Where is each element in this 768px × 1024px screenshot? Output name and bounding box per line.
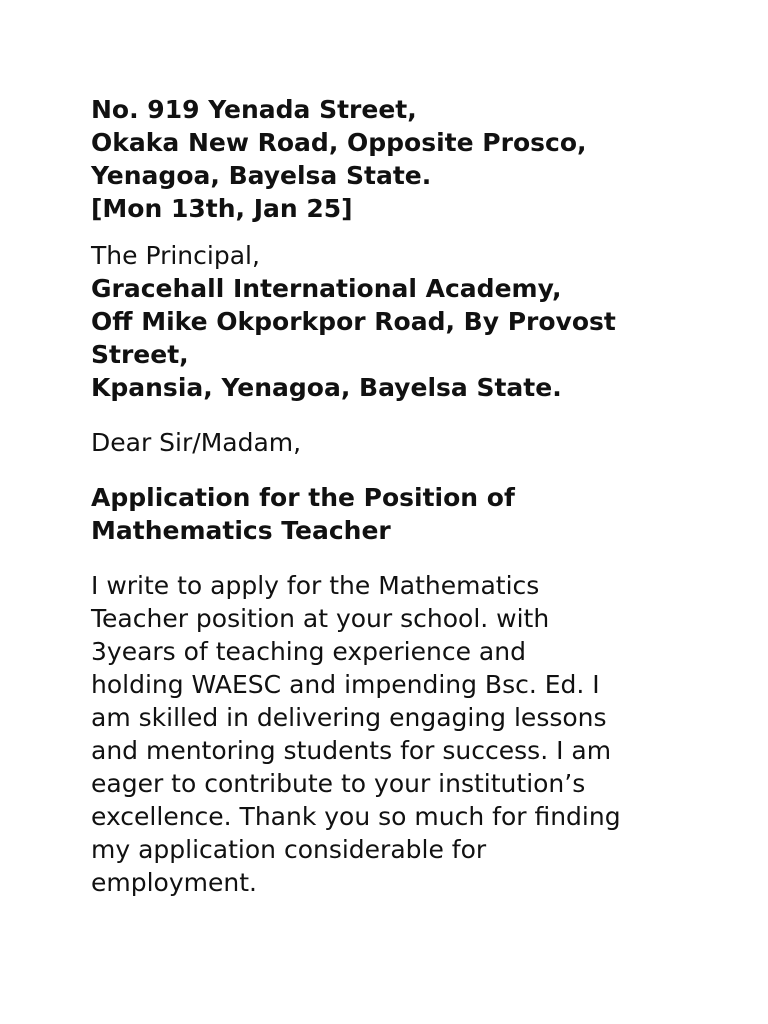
letter-page xyxy=(91,93,691,899)
salutation-text: Dear Sir/Madam, xyxy=(91,428,302,457)
body-line: my application considerable for xyxy=(91,835,487,864)
subject-heading xyxy=(91,481,691,547)
subject-line-1: Application for the Position of xyxy=(91,483,515,512)
body-line: and mentoring students for success. I am xyxy=(91,736,612,765)
sender-address xyxy=(91,93,691,225)
recipient-line-2: Off Mike Okporkpor Road, By Provost xyxy=(91,307,616,336)
recipient-line-1: Gracehall International Academy, xyxy=(91,274,562,303)
salutation xyxy=(91,426,691,459)
body-line: 3years of teaching experience and xyxy=(91,637,526,666)
body-line: eager to contribute to your institution’s xyxy=(91,769,586,798)
letter-date: [Mon 13th, Jan 25] xyxy=(91,194,353,223)
recipient-address xyxy=(91,239,691,404)
body-line: excellence. Thank you so much for finding xyxy=(91,802,621,831)
body-line: employment. xyxy=(91,868,257,897)
letter-body xyxy=(91,569,691,899)
recipient-line-3: Street, xyxy=(91,340,189,369)
subject-line-2: Mathematics Teacher xyxy=(91,516,391,545)
sender-address-line-3: Yenagoa, Bayelsa State. xyxy=(91,161,432,190)
recipient-title: The Principal, xyxy=(91,241,260,270)
recipient-line-4: Kpansia, Yenagoa, Bayelsa State. xyxy=(91,373,562,402)
body-line: I write to apply for the Mathematics xyxy=(91,571,540,600)
sender-address-line-1: No. 919 Yenada Street, xyxy=(91,95,417,124)
body-line: am skilled in delivering engaging lessons xyxy=(91,703,607,732)
sender-address-line-2: Okaka New Road, Opposite Prosco, xyxy=(91,128,587,157)
body-line: Teacher position at your school. with xyxy=(91,604,550,633)
body-line: holding WAESC and impending Bsc. Ed. I xyxy=(91,670,600,699)
